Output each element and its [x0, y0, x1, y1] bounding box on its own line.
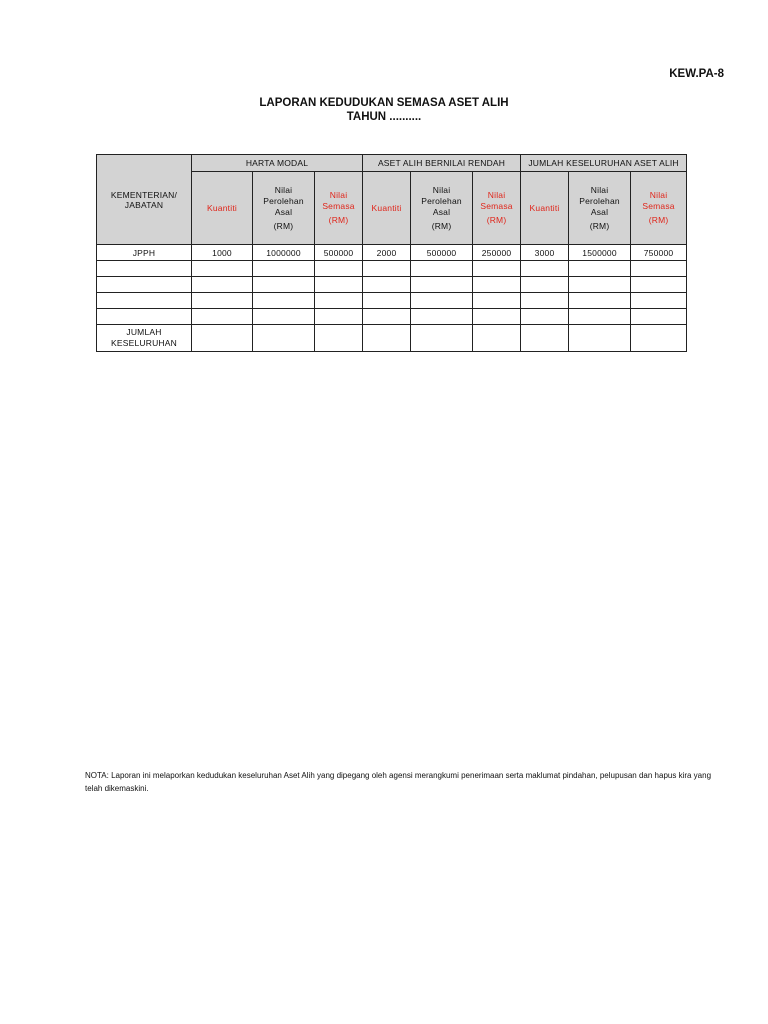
table-cell: [473, 261, 521, 277]
table-cell: [631, 309, 687, 325]
subheader-nilai-semasa: Nilai Semasa (RM): [315, 172, 363, 245]
header-jumlah-keseluruhan: JUMLAH KESELURUHAN ASET ALIH: [521, 155, 687, 172]
table-cell: [411, 261, 473, 277]
total-label: JUMLAH KESELURUHAN: [97, 325, 192, 352]
cell-agency: [97, 277, 192, 293]
table-cell: [315, 261, 363, 277]
footnote: NOTA: Laporan ini melaporkan kedudukan keseluruhan Aset Alih yang dipegang oleh agensi merangkumi penerimaan serta maklumat pindahan, pelupusan dan hapus kira yang telah dikemaskini.: [85, 771, 712, 793]
report-year: TAHUN ..........: [346, 111, 422, 123]
cell-agency: [97, 261, 192, 277]
subheader-nilai-perolehan-asal: Nilai Perolehan Asal (RM): [411, 172, 473, 245]
report-title: LAPORAN KEDUDUKAN SEMASA ASET ALIH: [259, 97, 509, 109]
table-cell: [473, 277, 521, 293]
total-cell: [473, 325, 521, 352]
table-cell: 1500000: [569, 245, 631, 261]
table-cell: [315, 277, 363, 293]
subheader-kuantiti: Kuantiti: [192, 172, 253, 245]
table-cell: 500000: [315, 245, 363, 261]
table-cell: 2000: [363, 245, 411, 261]
table-cell: [631, 277, 687, 293]
table-cell: [473, 293, 521, 309]
table-cell: [315, 293, 363, 309]
header-harta-modal: HARTA MODAL: [192, 155, 363, 172]
table-cell: [521, 293, 569, 309]
total-cell: [315, 325, 363, 352]
table-cell: [363, 277, 411, 293]
table-row: [97, 277, 687, 293]
table-cell: 250000: [473, 245, 521, 261]
form-code: KEW.PA-8: [669, 68, 724, 80]
total-cell: [411, 325, 473, 352]
table-cell: [521, 261, 569, 277]
table-cell: [253, 277, 315, 293]
table-row: [97, 245, 687, 261]
table-cell: [315, 309, 363, 325]
table-cell: [473, 309, 521, 325]
total-cell: [631, 325, 687, 352]
table-cell: [192, 277, 253, 293]
subheader-nilai-perolehan-asal: Nilai Perolehan Asal (RM): [253, 172, 315, 245]
table-cell: 3000: [521, 245, 569, 261]
cell-agency: [97, 293, 192, 309]
table-cell: [521, 277, 569, 293]
table-cell: 1000000: [253, 245, 315, 261]
total-cell: [569, 325, 631, 352]
table-cell: [363, 293, 411, 309]
asset-report-table: [96, 154, 687, 352]
subheader-nilai-semasa: Nilai Semasa (RM): [473, 172, 521, 245]
table-cell: [411, 309, 473, 325]
table-cell: 1000: [192, 245, 253, 261]
table-cell: [253, 293, 315, 309]
table-cell: [411, 277, 473, 293]
table-cell: [192, 293, 253, 309]
table-cell: [253, 261, 315, 277]
table-cell: [192, 261, 253, 277]
cell-agency: JPPH: [97, 245, 192, 261]
table-row: [97, 309, 687, 325]
table-row: [97, 293, 687, 309]
header-kementerian: KEMENTERIAN/ JABATAN: [97, 155, 192, 245]
table-cell: [569, 293, 631, 309]
subheader-nilai-perolehan-asal: Nilai Perolehan Asal (RM): [569, 172, 631, 245]
header-aset-bernilai-rendah: ASET ALIH BERNILAI RENDAH: [363, 155, 521, 172]
table-cell: [411, 293, 473, 309]
table-cell: [192, 309, 253, 325]
table-row: [97, 261, 687, 277]
table-cell: [363, 309, 411, 325]
cell-agency: [97, 309, 192, 325]
total-cell: [363, 325, 411, 352]
report-title-block: [0, 96, 768, 124]
table-cell: 750000: [631, 245, 687, 261]
table-cell: [569, 261, 631, 277]
table-cell: [631, 261, 687, 277]
table-cell: [631, 293, 687, 309]
total-row: [97, 325, 687, 352]
table-cell: [363, 261, 411, 277]
total-cell: [521, 325, 569, 352]
table-body: [97, 245, 687, 352]
total-cell: [192, 325, 253, 352]
subheader-kuantiti: Kuantiti: [363, 172, 411, 245]
table-cell: [521, 309, 569, 325]
table-cell: [253, 309, 315, 325]
table-cell: 500000: [411, 245, 473, 261]
subheader-kuantiti: Kuantiti: [521, 172, 569, 245]
table-cell: [569, 277, 631, 293]
total-cell: [253, 325, 315, 352]
table-cell: [569, 309, 631, 325]
subheader-nilai-semasa: Nilai Semasa (RM): [631, 172, 687, 245]
